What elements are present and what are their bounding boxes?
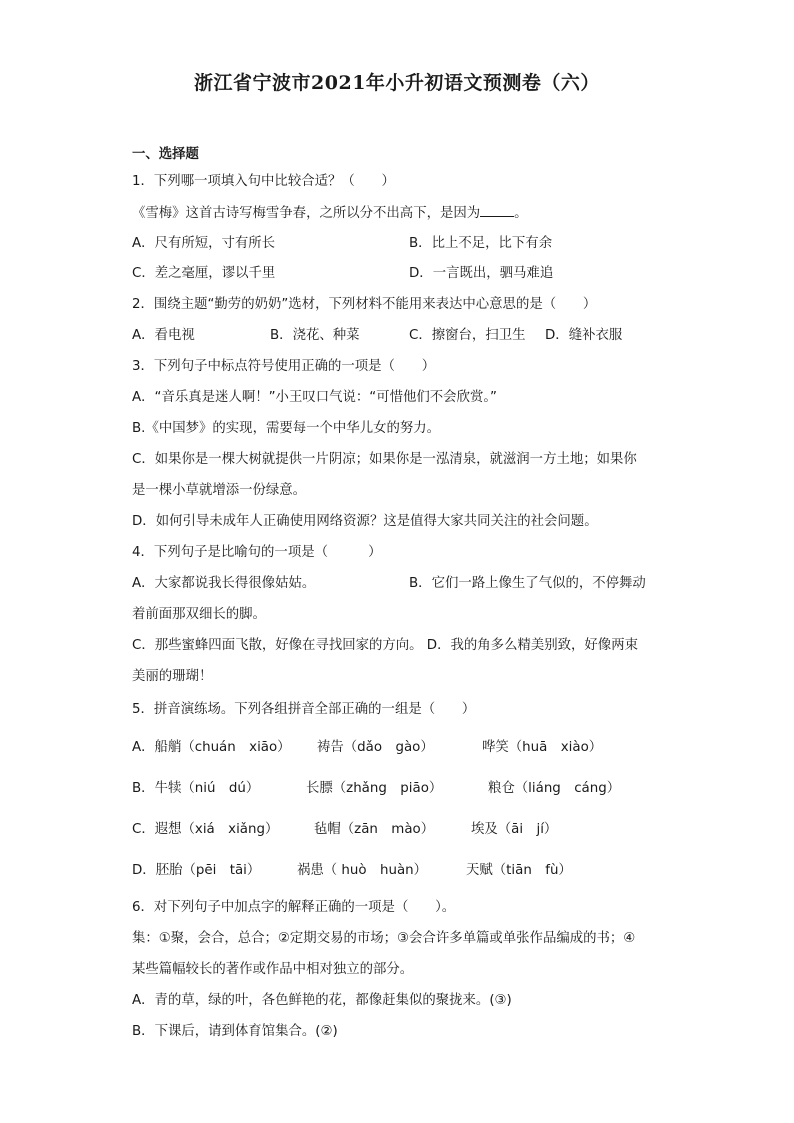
q5-row-c xyxy=(132,821,662,839)
q2-stem: 2．围绕主题“勤劳的奶奶”选材，下列材料不能用来表达中心意思的是（ ） xyxy=(132,297,597,312)
q4-option-d-cont: 美丽的珊瑚！ xyxy=(132,669,213,684)
q4-stem: 4．下列句子是比喻句的一项是（ ） xyxy=(132,545,382,560)
q3-option-b: B.《中国梦》的实现，需要每一个中华儿女的努力。 xyxy=(132,421,441,436)
section-heading: 一、选择题 xyxy=(132,147,199,162)
q3-option-c-line1: C．如果你是一棵大树就提供一片阴凉；如果你是一泓清泉，就滋润一方土地；如果你 xyxy=(132,452,637,467)
page-title: 浙江省宁波市2021年小升初语文预测卷（六） xyxy=(194,72,600,94)
q5-a-1: A．船艄（chuán xiāo） xyxy=(132,740,291,755)
q2-options xyxy=(132,327,662,345)
q3-option-c-line2: 是一棵小草就增添一份绿意。 xyxy=(132,483,307,498)
q4-option-a: A．大家都说我长得很像姑姑。 xyxy=(132,576,316,591)
q5-a-3: 哗笑（huā xiào） xyxy=(482,740,603,755)
q5-d-3: 天赋（tiān fù） xyxy=(466,863,572,878)
q2-option-a: A．看电视 xyxy=(132,328,195,343)
q1-sentence xyxy=(132,204,528,223)
q1-option-a: A．尺有所短，寸有所长 xyxy=(132,236,276,251)
q4-option-b-cont: 着前面那双细长的脚。 xyxy=(132,607,266,622)
q6-option-a: A．青的草，绿的叶，各色鲜艳的花，都像赶集似的聚拢来。(③) xyxy=(132,993,512,1008)
q5-b-2: 长膘（zhǎng piāo） xyxy=(306,781,443,796)
q1-sentence-end: 。 xyxy=(514,206,528,221)
q4-option-b: B．它们一路上像生了气似的，不停舞动 xyxy=(409,576,646,591)
q1-sentence-text: 《雪梅》这首古诗写梅雪争春，之所以分不出高下，是因为 xyxy=(132,206,481,221)
q4-options-row1 xyxy=(132,575,662,593)
q1-options-row1 xyxy=(132,235,662,253)
q5-a-2: 祷告（dǎo gào） xyxy=(317,740,434,755)
q5-row-a xyxy=(132,739,662,757)
q5-row-b xyxy=(132,780,662,798)
q6-stem: 6．对下列句子中加点字的解释正确的一项是（ ）。 xyxy=(132,900,456,915)
q5-stem: 5．拼音演练场。下列各组拼音全部正确的一组是（ ） xyxy=(132,702,476,717)
q5-d-1: D．胚胎（pēi tāi） xyxy=(132,863,261,878)
q6-option-b: B．下课后，请到体育馆集合。(②) xyxy=(132,1024,338,1039)
q5-c-2: 毡帽（zān mào） xyxy=(314,822,435,837)
q1-stem: 1．下列哪一项填入句中比较合适？（ ） xyxy=(132,174,395,189)
q5-row-d xyxy=(132,862,662,880)
q2-option-c: C．擦窗台，扫卫生 xyxy=(409,328,526,343)
q2-option-d: D．缝补衣服 xyxy=(545,328,623,343)
q1-option-c: C．差之毫厘，谬以千里 xyxy=(132,266,276,281)
q6-definition-line2: 某些篇幅较长的著作或作品中相对独立的部分。 xyxy=(132,962,414,977)
q3-option-d: D．如何引导未成年人正确使用网络资源？这是值得大家共同关注的社会问题。 xyxy=(132,514,598,529)
q2-option-b: B．浇花、种菜 xyxy=(270,328,360,343)
q5-b-1: B．牛犊（niú dú） xyxy=(132,781,260,796)
q5-c-3: 埃及（āi jí） xyxy=(471,822,558,837)
q4-options-cd: C．那些蜜蜂四面飞散，好像在寻找回家的方向。 D．我的角多么精美别致，好像两束 xyxy=(132,638,638,653)
q5-c-1: C．遐想（xiá xiǎng） xyxy=(132,822,279,837)
q6-definition-line1: 集：①聚，会合，总合；②定期交易的市场；③会合许多单篇或单张作品编成的书；④ xyxy=(132,931,636,946)
q3-stem: 3．下列句子中标点符号使用正确的一项是（ ） xyxy=(132,359,436,374)
q3-option-a: A．“音乐真是迷人啊！”小王叹口气说：“可惜他们不会欣赏。” xyxy=(132,390,497,405)
q5-d-2: 祸患（ huò huàn） xyxy=(297,863,428,878)
q1-option-d: D．一言既出，驷马难追 xyxy=(409,266,554,281)
q1-options-row2 xyxy=(132,265,662,283)
q5-b-3: 粮仓（liáng cáng） xyxy=(488,781,621,796)
q1-option-b: B．比上不足，比下有余 xyxy=(409,236,553,251)
fill-blank xyxy=(480,204,514,217)
